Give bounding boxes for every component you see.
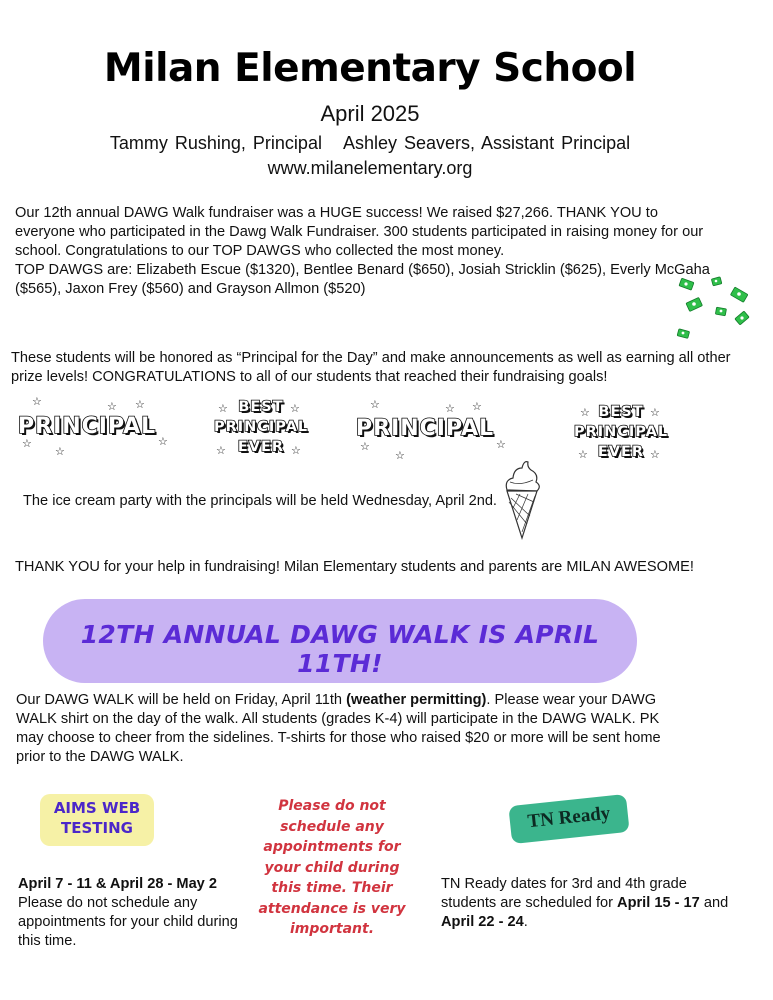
aims-info <box>18 875 243 951</box>
dawg-walk-banner-text: 12TH ANNUAL DAWG WALK IS APRIL 11TH! <box>80 620 600 678</box>
star-icon: ☆ <box>107 401 117 413</box>
page-title: Milan Elementary School <box>103 46 637 91</box>
dawg-walk-details: . Please wear your DAWG WALK shirt on the day of the walk. All students (grades K-4) will participate in the DAWG WALK. PK may choose to cheer from the sidelines. T-shirts for those who raised $20 or more will be sent home prior to the DAWG WALK. <box>16 692 661 765</box>
ever-label: EVER <box>597 444 645 460</box>
principal-name: Tammy Rushing, Principal <box>109 133 322 153</box>
aims-line-1: AIMS WEB <box>53 799 141 817</box>
aims-dates: April 7 - 11 & April 28 - May 2 <box>18 876 217 892</box>
star-icon: ☆ <box>578 449 588 461</box>
top-dawgs-list: TOP DAWGS are: Elizabeth Escue ($1320), Bentlee Benard ($650), Josiah Stricklin ($625), Everly McGaha ($565), Jaxon Frey ($560) and Grayson Allmon ($520) <box>15 262 710 297</box>
principal-label: PRINCIPAL <box>213 419 309 435</box>
honors-paragraph: These students will be honored as “Principal for the Day” and make announcements as well as earning all other prize levels! CONGRATULATIONS to all of our students that reached their fundraising goals! <box>11 350 731 385</box>
best-label: BEST <box>598 404 644 420</box>
star-icon: ☆ <box>445 403 455 415</box>
star-icon: ☆ <box>650 449 660 461</box>
tn-ready-info <box>441 875 741 932</box>
staff-line <box>0 133 740 154</box>
star-icon: ☆ <box>580 407 590 419</box>
principal-label: PRINCIPAL <box>573 424 669 440</box>
dawg-walk-paragraph <box>16 691 686 767</box>
star-icon: ☆ <box>496 439 506 451</box>
best-label: BEST <box>238 399 284 415</box>
star-icon: ☆ <box>290 403 300 415</box>
website-link[interactable]: www.milanelementary.org <box>267 158 473 178</box>
tn-ready-date-2: April 22 - 24 <box>441 914 524 930</box>
star-icon: ☆ <box>32 396 42 408</box>
attendance-warning: Please do not schedule any appointments for your child during this time. Their attendance is very important. <box>258 798 406 937</box>
month-label: April 2025 <box>320 101 420 126</box>
star-icon: ☆ <box>216 445 226 457</box>
tn-ready-text-2: and <box>699 895 729 911</box>
thanks-text: THANK YOU for your help in fundraising! Milan Elementary students and parents are MILAN AWESOME! <box>15 559 694 575</box>
tn-ready-text-1: TN Ready dates for 3rd and 4th grade students are scheduled for <box>441 876 687 911</box>
star-icon: ☆ <box>360 441 370 453</box>
aims-line-2: TESTING <box>61 819 133 837</box>
star-icon: ☆ <box>650 407 660 419</box>
weather-note: (weather permitting) <box>346 692 487 708</box>
assistant-principal-name: Ashley Seavers, Assistant Principal <box>342 133 631 153</box>
aims-badge-text <box>40 798 154 838</box>
star-icon: ☆ <box>395 450 405 462</box>
star-icon: ☆ <box>472 401 482 413</box>
fundraiser-paragraph <box>15 204 715 299</box>
star-icon: ☆ <box>22 438 32 450</box>
ever-label: EVER <box>237 439 285 455</box>
tn-ready-badge-text: TN Ready <box>526 802 612 833</box>
tn-ready-date-1: April 15 - 17 <box>617 895 700 911</box>
money-icon <box>672 272 762 347</box>
principal-badge: PRINCIPAL <box>356 416 495 441</box>
principal-badge: PRINCIPAL <box>18 414 157 439</box>
aims-note: Please do not schedule any appointments for your child during this time. <box>18 895 238 949</box>
star-icon: ☆ <box>218 403 228 415</box>
star-icon: ☆ <box>370 399 380 411</box>
star-icon: ☆ <box>291 445 301 457</box>
ice-cream-icon <box>500 458 544 542</box>
fundraiser-intro: Our 12th annual DAWG Walk fundraiser was a HUGE success! We raised $27,266. THANK YOU to everyone who participated in the Dawg Walk Fundraiser. 300 students participated in raising money for our school. Congratulations to our TOP DAWGS who collected the most money. <box>15 205 704 259</box>
star-icon: ☆ <box>55 446 65 458</box>
star-icon: ☆ <box>158 436 168 448</box>
star-icon: ☆ <box>135 399 145 411</box>
ice-cream-text: The ice cream party with the principals will be held Wednesday, April 2nd. <box>23 493 497 509</box>
dawg-walk-intro: Our DAWG WALK will be held on Friday, April 11th <box>16 692 347 708</box>
tn-ready-text-3: . <box>523 914 528 930</box>
